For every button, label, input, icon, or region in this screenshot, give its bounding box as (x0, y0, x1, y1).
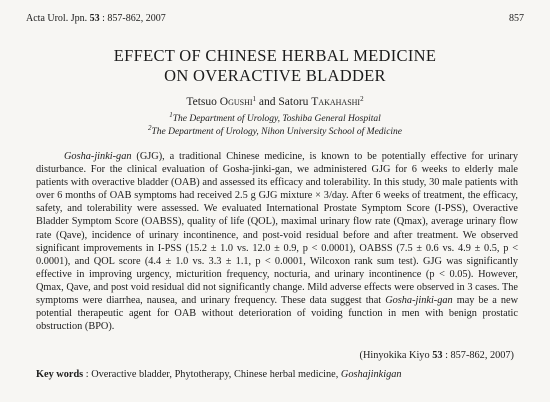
page-number: 857 (509, 13, 524, 24)
author-line (0, 95, 550, 108)
abstract (36, 150, 518, 333)
author-conjunction: and (258, 96, 276, 108)
journal-name: Acta Urol. Jpn. (26, 13, 88, 24)
keywords (36, 369, 518, 380)
citation-journal: (Hinyokika Kiyo (359, 350, 430, 361)
author-1-sup: 1 (252, 95, 257, 103)
affiliation-1 (0, 111, 550, 124)
author-1-last: Ogushi (219, 96, 253, 108)
author-2-last: Takahashi (311, 96, 361, 108)
title-line-2: ON OVERACTIVE BLADDER (164, 66, 386, 85)
abstract-drug-name-2: Gosha-jinki-gan (385, 295, 453, 307)
paper-title (0, 46, 550, 86)
abstract-body: (GJG), a traditional Chinese medicine, is known to be potentially effective for urinary disturbance. For the clinical evaluation of Gosha-jinki-gan, we administered GJG for 6 weeks to elderly male patients with overactive bladder (OAB) and assessed its efficacy and tolerability. In this study, 30 male patients with over 6 months of OAB symptoms had received 2.5 g GJG mixture × 3/day. After 6 weeks of treatment, the efficacy, safety, and tolerability were assessed. We evaluated International Prostate Symptom Score (I-PSS), Overactive Bladder Symptom Score (OABSS), quality of life (QOL), maximal urinary flow rate (Qmax), average urinary flow rate (Qave), incidence of urinary incontinence, and post-void residual before and after treatment. We observed significant improvements in I-PSS (15.2 ± 1.0 vs. 12.0 ± 0.9, p < 0.0001), OABSS (7.5 ± 0.6 vs. 4.9 ± 0.5, p < 0.0001), and QOL score (4.4 ± 1.0 vs. 3.3 ± 1.1, p < 0.0001, Wilcoxon rank sum test). GJG was significantly effective in improving urgency, micturition frequency, nocturia, and urinary incontinence (p < 0.05). However, Qmax, Qave, and post void residual did not significantly change. Mild adverse effects were observed in 3 cases. The symptoms were diarrhea, nausea, and urinary frequency. These data suggest that (36, 151, 518, 307)
keywords-colon: : (83, 369, 92, 380)
author-1-first: Tetsuo (186, 96, 217, 108)
keywords-label: Key words (36, 369, 84, 380)
running-head (26, 13, 524, 24)
affiliation-2-sup: 2 (147, 124, 152, 132)
author-2-first: Satoru (278, 96, 309, 108)
abstract-drug-name: Gosha-jinki-gan (64, 151, 132, 162)
keyword-drug: Goshajinkigan (340, 369, 402, 380)
journal-volume: 53 (89, 13, 100, 24)
affiliation-1-text: The Department of Urology, Toshiba General Hospital (172, 114, 381, 124)
citation-volume: 53 (432, 350, 443, 361)
abstract-conclusion: may be a new potential therapeutic agent for OAB without deterioration of voiding function in men with benign prostatic obstruction (BPO). (36, 295, 519, 333)
keywords-list: Overactive bladder, Phytotherapy, Chinese herbal medicine, (91, 369, 341, 380)
journal-citation: Acta Urol. Jpn. 53 : 857-862, 2007 (26, 13, 166, 24)
journal-pages: 857-862, 2007 (107, 13, 166, 24)
affiliation-1-sup: 1 (169, 111, 173, 119)
author-2-sup: 2 (360, 95, 364, 103)
citation-pages: : 857-862, 2007) (445, 350, 514, 361)
title-line-1: EFFECT OF CHINESE HERBAL MEDICINE (113, 46, 437, 65)
citation (360, 350, 514, 361)
affiliation-2-text: The Department of Urology, Nihon University School of Medicine (151, 127, 403, 137)
affiliation-2 (0, 124, 550, 137)
